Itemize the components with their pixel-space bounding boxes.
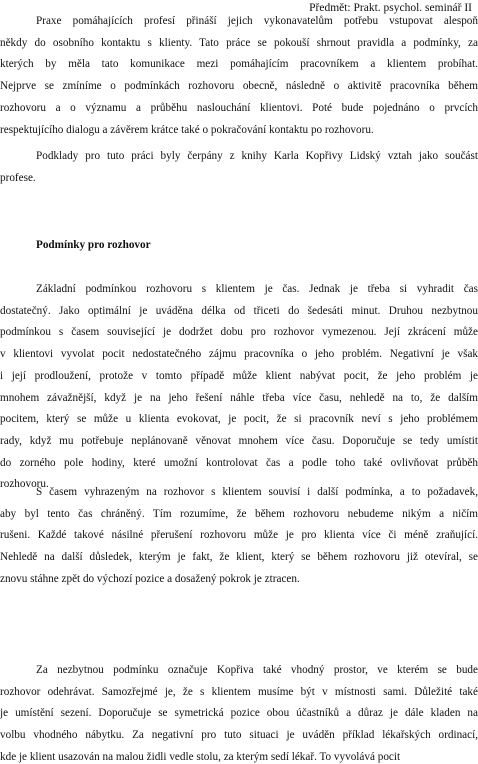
paragraph-line: Nehledě na další důsledek, kterým je fakt, že klient, který se během rozhovoru již otevíral, se <box>0 551 478 564</box>
paragraph-line: rozhovor odehrávat. Samozřejmé je, že s klientem musíme být v místnosti sami. Důležité také <box>0 685 478 698</box>
paragraph-line: do zorného pole hodiny, které umožní kontrolovat čas a podle toho také ovlivňovat průběh <box>0 456 478 469</box>
paragraph-line: rady, když mu potřebuje neplánovaně věnovat mnohem více času. Doporučuje se tedy umístit <box>0 434 478 447</box>
paragraph-line: je umístění sezení. Doporučuje se symetrická pozice obou účastníků a důraz je dále kladen na <box>0 707 478 720</box>
paragraph-line: kterých by měla tato komunikace mezi pomáhajícím pracovníkem a klientem probíhat. <box>0 58 478 71</box>
paragraph-line: Praxe pomáhajících profesí přináší jejich vykonavatelům potřebu vstupovat alespoň <box>36 15 478 27</box>
paragraph-line: Podklady pro tuto práci byly čerpány z knihy Karla Kopřivy Lidský vztah jako součást <box>36 150 478 162</box>
paragraph-line: kde je klient usazován na malou židli vedle stolu, za kterým sedí lékař. To vyvolává pocit <box>0 750 401 763</box>
paragraph-line: rozhovoru. <box>0 478 49 491</box>
section-heading: Podmínky pro rozhovor <box>36 239 151 251</box>
paragraph-line: znovu stáhne zpět do výchozí pozice a dosažený pokrok je ztracen. <box>0 572 300 585</box>
paragraph-line: někdy do osobního kontaktu s klienty. Tato práce se pokouší shrnout pravidla a podmínky, za <box>0 36 478 49</box>
paragraph-line: volbu vhodného nábytku. Za negativní pro tuto situaci je uváděn příklad lékařských ordinací, <box>0 729 478 742</box>
paragraph-line: podmínkou s časem související je dodržet dobu pro rozhovor vymezenou. Její zkrácení může <box>0 326 478 339</box>
paragraph-line: pocitem, který se může u klienta evokovat, je pocit, že si pracovník neví s jeho problémem <box>0 413 478 426</box>
paragraph-line: profese. <box>0 171 36 184</box>
paragraph-line: S časem vyhrazeným na rozhovor s klientem souvisí i další podmínka, a to požadavek, <box>36 486 478 498</box>
paragraph-line: respektujícího dialogu a závěrem krátce také o pokračování kontaktu po rozhovoru. <box>0 123 374 136</box>
paragraph-line: Za nezbytnou podmínku označuje Kopřiva také vhodný prostor, ve kterém se bude <box>36 664 478 676</box>
page-header-subject: Předmět: Prakt. psychol. seminář II <box>309 2 472 14</box>
paragraph-line: mnohem závažnější, když je na jeho řešení náhle třeba více času, nehledě na to, že dalším <box>0 391 478 404</box>
paragraph-line: aby byl tento čas chráněný. Tím rozumíme, že během rozhovoru nebudeme nikým a ničím <box>0 507 478 520</box>
paragraph-line: v klientovi vyvolat pocit nedostatečného zájmu pracovníka o jeho problém. Negativní je však <box>0 348 478 361</box>
paragraph-line: dostatečný. Jako optimální je uváděna délka od třiceti do šedesáti minut. Druhou nezbytnou <box>0 304 478 317</box>
paragraph-line: Nejprve se zmíníme o podmínkách rozhovoru obecně, následně o aktivitě pracovníka během <box>0 80 478 93</box>
paragraph-line: rušeni. Každé takové násilné přerušení rozhovoru může je pro klienta více či méně zraňující. <box>0 529 478 542</box>
paragraph-line: i její prodloužení, protože v tomto případě může klient nabývat pocit, že jeho problém je <box>0 369 478 382</box>
paragraph-line: rozhovoru a o významu a průběhu naslouchání klientovi. Poté bude pojednáno o prvcích <box>0 101 478 114</box>
paragraph-line: Základní podmínkou rozhovoru s klientem je čas. Jednak je třeba si vyhradit čas <box>36 283 478 295</box>
